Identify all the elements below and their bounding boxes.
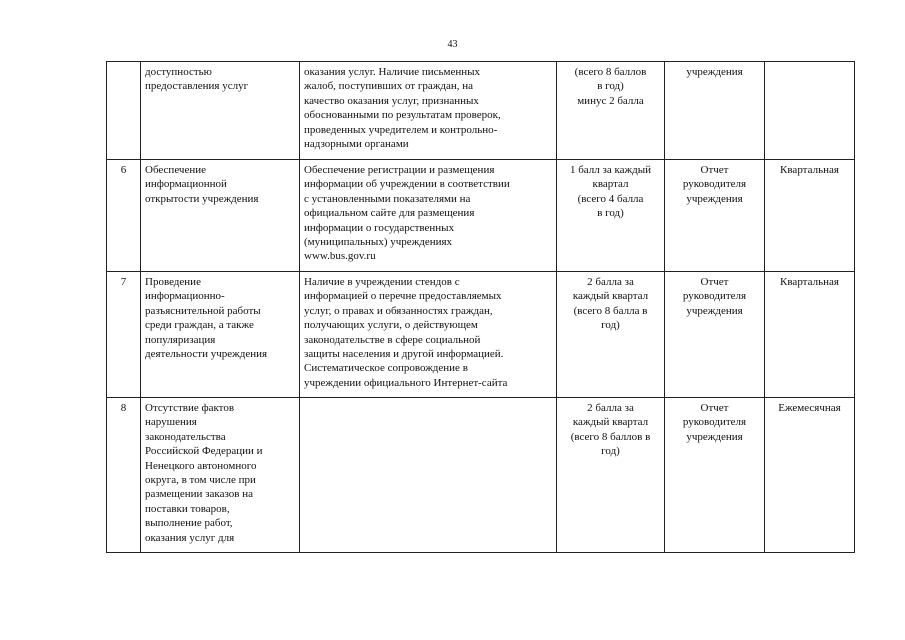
periodicity-cell: Квартальная bbox=[765, 160, 855, 272]
criterion-name-cell: Обеспечение информационной открытости учреждения bbox=[141, 160, 300, 272]
criterion-description-cell: Наличие в учреждении стендов с информацией о перечне предоставляемых услуг, о правах и обязанностях граждан, получающих услуги, о действующем законодательстве в сфере социальной защиты населения и другой информацией. Систематическое сопровождение в учреждении официального Интернет-сайта bbox=[300, 272, 557, 398]
points-cell: 2 балла за каждый квартал (всего 8 баллов в год) bbox=[557, 398, 665, 553]
points-cell: (всего 8 баллов в год) минус 2 балла bbox=[557, 62, 665, 160]
points-cell: 1 балл за каждый квартал (всего 4 балла в год) bbox=[557, 160, 665, 272]
criterion-name-cell: доступностью предоставления услуг bbox=[141, 62, 300, 160]
row-number-cell bbox=[107, 62, 141, 160]
row-number-cell: 7 bbox=[107, 272, 141, 398]
page-number: 43 bbox=[447, 39, 458, 50]
criterion-description-cell: оказания услуг. Наличие письменных жалоб, поступивших от граждан, на качество оказания услуг, признанных обоснованными по результатам проверок, проведенных учредителем и контрольно- надзорными органами bbox=[300, 62, 557, 160]
periodicity-cell bbox=[765, 62, 855, 160]
report-form-cell: Отчет руководителя учреждения bbox=[665, 272, 765, 398]
criterion-description-cell bbox=[300, 398, 557, 553]
periodicity-cell: Квартальная bbox=[765, 272, 855, 398]
table-row bbox=[107, 398, 855, 553]
report-form-cell: Отчет руководителя учреждения bbox=[665, 398, 765, 553]
table-row bbox=[107, 62, 855, 160]
criterion-name-cell: Отсутствие фактов нарушения законодательства Российской Федерации и Ненецкого автономного округа, в том числе при размещении заказов на поставки товаров, выполнение работ, оказания услуг для bbox=[141, 398, 300, 553]
table-row bbox=[107, 272, 855, 398]
report-form-cell: учреждения bbox=[665, 62, 765, 160]
points-cell: 2 балла за каждый квартал (всего 8 балла в год) bbox=[557, 272, 665, 398]
row-number-cell: 8 bbox=[107, 398, 141, 553]
row-number-cell: 6 bbox=[107, 160, 141, 272]
criterion-description-cell: Обеспечение регистрации и размещения информации об учреждении в соответствии с установленными показателями на официальном сайте для размещения информации о государственных (муниципальных) учреждениях www.bus.gov.ru bbox=[300, 160, 557, 272]
criterion-name-cell: Проведение информационно- разъяснительной работы среди граждан, а также популяризация деятельности учреждения bbox=[141, 272, 300, 398]
table-row bbox=[107, 160, 855, 272]
report-form-cell: Отчет руководителя учреждения bbox=[665, 160, 765, 272]
criteria-table bbox=[106, 61, 855, 553]
periodicity-cell: Ежемесячная bbox=[765, 398, 855, 553]
